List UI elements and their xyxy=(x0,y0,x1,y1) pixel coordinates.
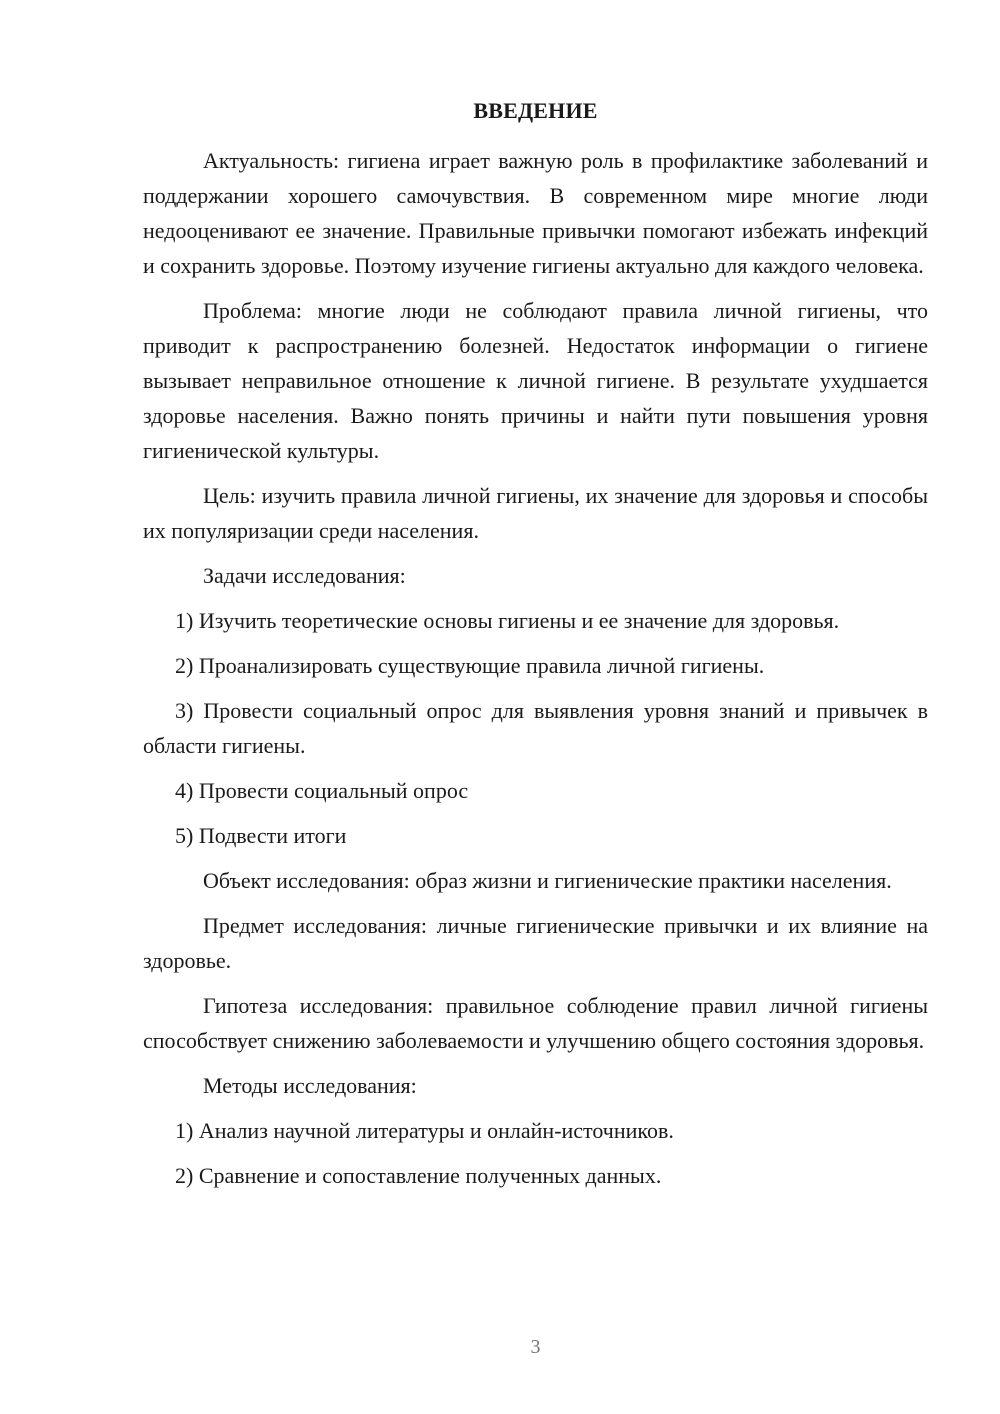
task-item: 5) Подвести итоги xyxy=(175,823,347,848)
hypothesis-paragraph: Гипотеза исследования: правильное соблюдение правил личной гигиены способствует снижению заболеваемости и улучшению общего состояния здоровья. xyxy=(143,993,928,1053)
method-item: 1) Анализ научной литературы и онлайн-источников. xyxy=(175,1118,674,1143)
object-paragraph: Объект исследования: образ жизни и гигиенические практики населения. xyxy=(203,868,892,893)
task-item: 2) Проанализировать существующие правила личной гигиены. xyxy=(175,653,765,678)
task-item: 3) Провести социальный опрос для выявления уровня знаний и привычек в области гигиены. xyxy=(143,698,928,758)
page-number: 3 xyxy=(530,1336,541,1358)
tasks-title: Задачи исследования: xyxy=(203,563,406,588)
document-page xyxy=(143,0,928,1414)
goal-paragraph: Цель: изучить правила личной гигиены, их значение для здоровья и способы их популяризации среди населения. xyxy=(143,483,928,543)
method-item: 2) Сравнение и сопоставление полученных данных. xyxy=(175,1163,662,1188)
document-body xyxy=(143,143,928,1203)
task-item: 1) Изучить теоретические основы гигиены и ее значение для здоровья. xyxy=(175,608,840,633)
methods-title: Методы исследования: xyxy=(203,1073,417,1098)
task-item: 4) Провести социальный опрос xyxy=(175,778,469,803)
relevance-paragraph: Актуальность: гигиена играет важную роль в профилактике заболеваний и поддержании хорошего самочувствия. В современном мире многие люди недооценивают ее значение. Правильные привычки помогают избежать инфекций и сохранить здоровье. Поэтому изучение гигиены актуально для каждого человека. xyxy=(143,148,928,278)
section-heading: ВВЕДЕНИЕ xyxy=(473,98,598,123)
problem-paragraph: Проблема: многие люди не соблюдают правила личной гигиены, что приводит к распространению болезней. Недостаток информации о гигиене вызывает неправильное отношение к личной гигиене. В результате ухудшается здоровье населения. Важно понять причины и найти пути повышения уровня гигиенической культуры. xyxy=(143,298,928,463)
subject-paragraph: Предмет исследования: личные гигиенические привычки и их влияние на здоровье. xyxy=(143,913,928,973)
